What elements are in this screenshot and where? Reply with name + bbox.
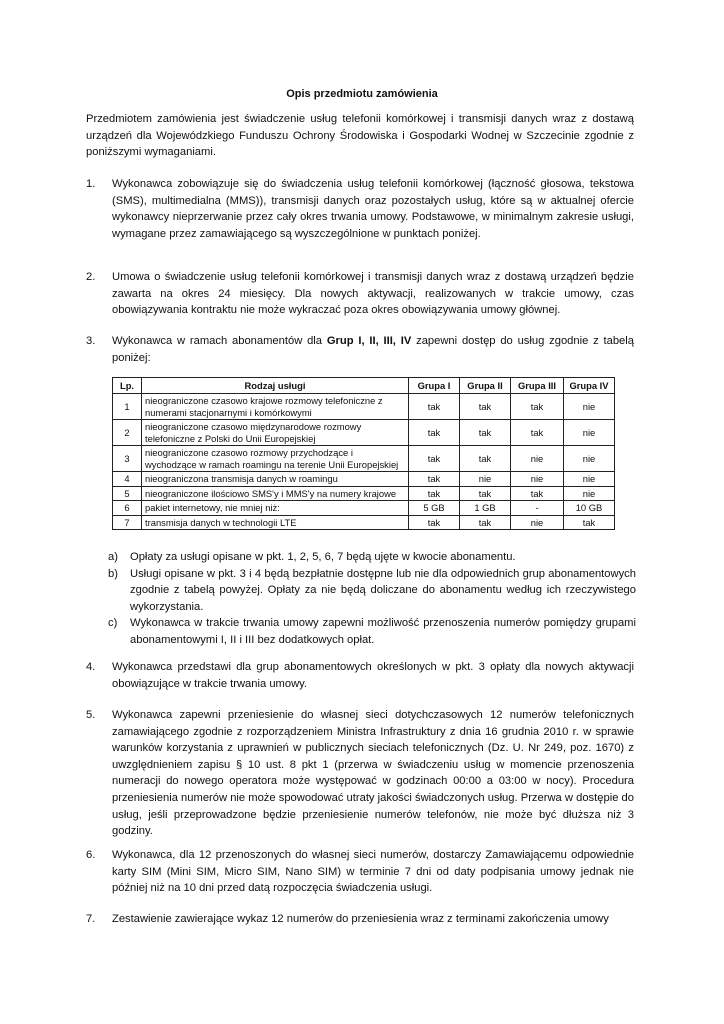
list-item-text: Umowa o świadczenie usług telefonii komórkowej i transmisji danych wraz z dostawą urządzeń będzie zawarta na okres 24 miesięcy. Dla nowych aktywacji, realizowanych w trakcie umowy, czas obowiązywania kontraktu nie może wykraczać poza okres obowiązywania umowy głównej.: [112, 271, 634, 317]
cell-lp: 1: [113, 394, 142, 420]
cell-group-4: nie: [564, 472, 615, 487]
list-item-number: 4.: [86, 661, 96, 673]
column-header-group-2: Grupa II: [460, 378, 511, 394]
sublist: [108, 549, 636, 649]
sublist-text: Wykonawca w trakcie trwania umowy zapewni możliwość przenoszenia numerów pomiędzy grupami abonamentowymi I, II i III bez dodatkowych opłat.: [130, 617, 636, 646]
list-item-7: [86, 911, 634, 928]
cell-group-4: nie: [564, 446, 615, 472]
cell-group-2: tak: [460, 486, 511, 501]
cell-group-3: tak: [511, 394, 564, 420]
list-item-6: [86, 847, 634, 897]
list-item-number: 6.: [86, 849, 96, 861]
cell-group-3: tak: [511, 486, 564, 501]
sublist-text: Opłaty za usługi opisane w pkt. 1, 2, 5, 6, 7 będą ujęte w kwocie abonamentu.: [130, 551, 516, 563]
list-item-number: 2.: [86, 271, 96, 283]
cell-group-4: 10 GB: [564, 501, 615, 516]
list-item-text: Zestawienie zawierające wykaz 12 numerów do przeniesienia wraz z terminami zakończenia umowy: [112, 913, 609, 925]
sublist-letter: b): [108, 567, 118, 580]
cell-group-2: tak: [460, 420, 511, 446]
sublist-letter: c): [108, 617, 118, 630]
cell-group-3: tak: [511, 420, 564, 446]
cell-service: nieograniczone ilościowo SMS'y i MMS'y na numery krajowe: [142, 486, 409, 501]
cell-service: nieograniczone czasowo krajowe rozmowy telefoniczne z numerami stacjonarnymi i komórkowymi: [142, 394, 409, 420]
table-row: [113, 486, 615, 501]
intro-paragraph: Przedmiotem zamówienia jest świadczenie usług telefonii komórkowej i transmisji danych wraz z dostawą urządzeń dla Wojewódzkiego Funduszu Ochrony Środowiska i Gospodarki Wodnej w Szczecinie zgodnie z poniższymi wymaganiami.: [86, 113, 634, 159]
list-item-1: [86, 176, 634, 242]
list-item-number: 7.: [86, 913, 96, 925]
cell-group-4: nie: [564, 420, 615, 446]
services-table: [112, 377, 615, 530]
column-header-group-1: Grupa I: [409, 378, 460, 394]
list-item-5: [86, 707, 634, 840]
cell-service: pakiet internetowy, nie mniej niż:: [142, 501, 409, 516]
cell-lp: 6: [113, 501, 142, 516]
list-item-text: Wykonawca zapewni przeniesienie do własnej sieci dotychczasowych 12 numerów telefonicznych zamawiającego zgodnie z rozporządzeniem Ministra Infrastruktury z dnia 16 grudnia 2010 r. w sprawie warunków korzystania z uprawnień w publicznych sieciach telefonicznych (Dz. U. Nr 249, poz. 1670) z uwzględnieniem zapisu § 10 ust. 8 pkt 1 (przerwa w świadczeniu usług w momencie przenoszenia numeracji do nowego operatora może występować w godzinach 00:00 a 03:00 w nocy). Procedura przeniesienia numerów nie może spowodować utraty jakości świadczonych usług. Przerwa w dostępie do usług, jeśli przeprowadzone będzie przeniesienie numerów telefonów, nie może być dłuższa niż 3 godziny.: [112, 709, 634, 838]
list-item-text: Wykonawca przedstawi dla grup abonamentowych określonych w pkt. 3 opłaty dla nowych aktywacji obowiązujące w trakcie trwania umowy.: [112, 661, 634, 690]
cell-group-3: nie: [511, 472, 564, 487]
table-row: [113, 501, 615, 516]
table-row: [113, 515, 615, 530]
list-item-text: Wykonawca zobowiązuje się do świadczenia usług telefonii komórkowej (łączność głosowa, tekstowa (SMS), multimedialna (MMS)), transmisji danych oraz pozostałych usług, które są w aktualnej ofercie wykonawcy nieprzerwanie przez cały okres trwania umowy. Podstawowe, w minimalnym zakresie usługi, wymagane przez zamawiającego są wyszczególnione w punktach poniżej.: [112, 178, 634, 240]
list-item-number: 3.: [86, 335, 96, 347]
bold-text-segment: Grup I, II, III, IV: [326, 335, 412, 347]
list-item-text: [112, 333, 634, 366]
table-row: [113, 394, 615, 420]
cell-group-2: nie: [460, 472, 511, 487]
list-item-number: 5.: [86, 709, 96, 721]
cell-group-4: tak: [564, 515, 615, 530]
cell-group-1: tak: [409, 515, 460, 530]
table-row: [113, 420, 615, 446]
table-header-row: [113, 378, 615, 394]
cell-group-1: tak: [409, 486, 460, 501]
cell-group-2: tak: [460, 394, 511, 420]
cell-lp: 7: [113, 515, 142, 530]
cell-group-3: nie: [511, 446, 564, 472]
sublist-item-b: [108, 566, 636, 616]
text-segment: Wykonawca w ramach abonamentów dla: [112, 335, 327, 347]
cell-group-1: tak: [409, 472, 460, 487]
column-header-group-3: Grupa III: [511, 378, 564, 394]
cell-group-1: tak: [409, 394, 460, 420]
cell-group-2: tak: [460, 446, 511, 472]
cell-group-3: -: [511, 501, 564, 516]
cell-group-2: tak: [460, 515, 511, 530]
column-header-group-4: Grupa IV: [564, 378, 615, 394]
cell-group-4: nie: [564, 394, 615, 420]
cell-group-2: 1 GB: [460, 501, 511, 516]
table-row: [113, 472, 615, 487]
cell-lp: 3: [113, 446, 142, 472]
cell-group-4: nie: [564, 486, 615, 501]
sublist-letter: a): [108, 551, 118, 563]
list-item-2: [86, 269, 634, 319]
text-segment: zapewni dostęp do usług zgodnie z tabelą poniżej:: [112, 335, 634, 364]
list-item-text: Wykonawca, dla 12 przenoszonych do własnej sieci numerów, dostarczy Zamawiającemu odpowiednie karty SIM (Mini SIM, Micro SIM, Nano SIM) w terminie 7 dni od daty podpisania umowy jednak nie później niż na 10 dni przed datą rozpoczęcia świadczenia usługi.: [112, 849, 634, 895]
list-item-number: 1.: [86, 178, 96, 190]
cell-group-1: 5 GB: [409, 501, 460, 516]
sublist-item-c: [108, 615, 636, 648]
column-header-service: Rodzaj usługi: [142, 378, 409, 394]
cell-service: nieograniczone czasowo międzynarodowe rozmowy telefoniczne z Polski do Unii Europejskiej: [142, 420, 409, 446]
cell-service: nieograniczona transmisja danych w roamingu: [142, 472, 409, 487]
cell-lp: 5: [113, 486, 142, 501]
cell-lp: 2: [113, 420, 142, 446]
sublist-text: Usługi opisane w pkt. 3 i 4 będą bezpłatnie dostępne lub nie dla odpowiednich grup abonamentowych zgodnie z tabelą powyżej. Opłaty za nie będą doliczane do abonamentu według ich rzeczywistego wykorzystania.: [130, 567, 636, 613]
cell-group-3: nie: [511, 515, 564, 530]
cell-service: transmisja danych w technologii LTE: [142, 515, 409, 530]
column-header-lp: Lp.: [113, 378, 142, 394]
table-row: [113, 446, 615, 472]
cell-group-1: tak: [409, 420, 460, 446]
list-item-3: [86, 333, 634, 366]
document-title: Opis przedmiotu zamówienia: [286, 88, 438, 100]
cell-service: nieograniczone czasowo rozmowy przychodzące i wychodzące w ramach roamingu na terenie Unii Europejskiej: [142, 446, 409, 472]
cell-lp: 4: [113, 472, 142, 487]
cell-group-1: tak: [409, 446, 460, 472]
list-item-4: [86, 659, 634, 692]
sublist-item-a: [108, 549, 636, 566]
